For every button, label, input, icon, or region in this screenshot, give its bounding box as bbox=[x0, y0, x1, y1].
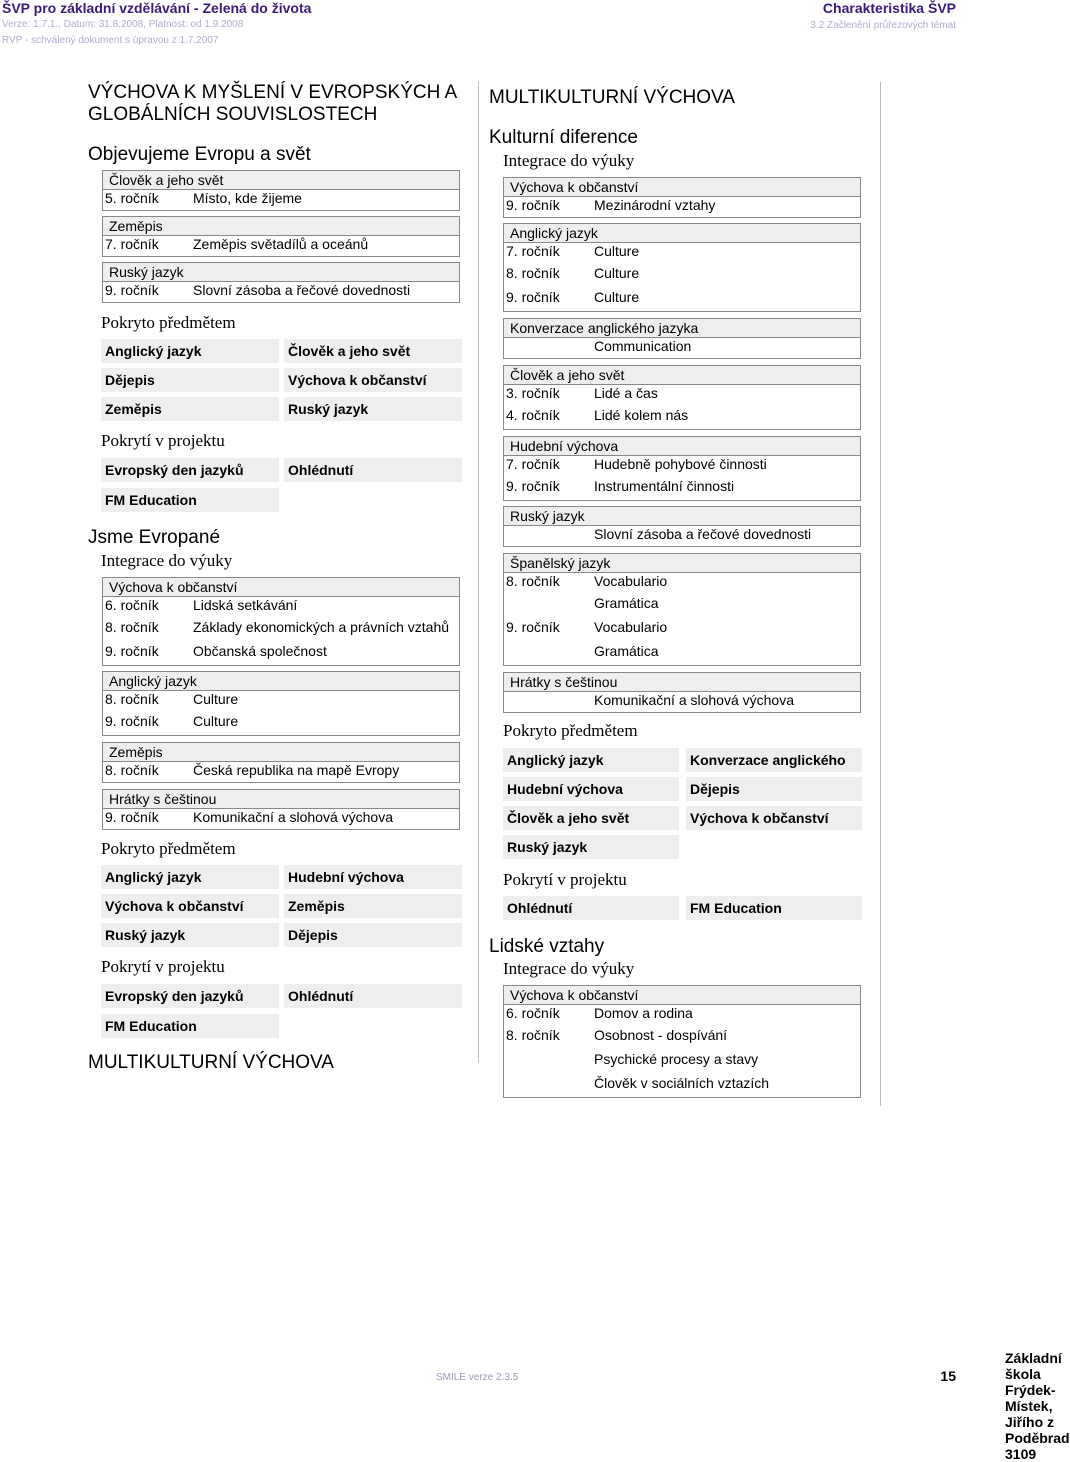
rvp-info: RVP - schválený dokument s úpravou z 1.7.2007 bbox=[2, 35, 219, 46]
school-name: Základní škola Frýdek-Místek, Jiřího z Poděbrad 3109 bbox=[1005, 1350, 1070, 1462]
subject-box bbox=[503, 985, 861, 1098]
topic-label: Základy ekonomických a právních vztahů bbox=[193, 619, 450, 635]
subject-box bbox=[503, 318, 861, 359]
subject-name: Španělský jazyk bbox=[504, 553, 860, 573]
subject-name: Zeměpis bbox=[103, 742, 459, 762]
covered-in-project-heading: Pokrytí v projektu bbox=[101, 431, 225, 450]
topic-label: Místo, kde žijeme bbox=[193, 190, 302, 206]
subject-box bbox=[503, 436, 861, 501]
topic-label: Gramática bbox=[594, 595, 659, 611]
subject-cell: Zeměpis bbox=[101, 397, 279, 421]
subject-name: Ruský jazyk bbox=[103, 262, 459, 282]
subject-box bbox=[503, 365, 861, 430]
topic-label: Lidská setkávání bbox=[193, 597, 298, 613]
right-border bbox=[880, 82, 881, 1106]
subject-name: Anglický jazyk bbox=[103, 671, 459, 691]
topic-label: Občanská společnost bbox=[193, 643, 327, 659]
subject-name: Hrátky s češtinou bbox=[103, 789, 459, 809]
topic-row bbox=[504, 692, 860, 712]
covered-by-subject-heading: Pokryto předmětem bbox=[101, 839, 236, 858]
covered-in-project-heading: Pokrytí v projektu bbox=[503, 870, 627, 889]
grade-label: 8. ročník bbox=[105, 619, 159, 635]
subject-name: Hrátky s češtinou bbox=[504, 672, 860, 692]
section-title: Charakteristika ŠVP bbox=[822, 0, 956, 16]
subject-cell: Anglický jazyk bbox=[101, 339, 279, 363]
topic-label: Lidé kolem nás bbox=[594, 407, 689, 423]
covered-by-subject-heading: Pokryto předmětem bbox=[503, 721, 638, 740]
grade-label: 4. ročník bbox=[506, 407, 560, 423]
column-divider bbox=[478, 82, 479, 1062]
theme-title: MULTIKULTURNÍ VÝCHOVA bbox=[489, 87, 735, 108]
grade-label: 9. ročník bbox=[506, 478, 560, 494]
subject-cell: Evropský den jazyků bbox=[101, 458, 279, 482]
topic-label: Instrumentální činnosti bbox=[594, 478, 735, 494]
topic-label: Slovní zásoba a řečové dovednosti bbox=[193, 282, 411, 298]
topic-label: Culture bbox=[193, 691, 239, 707]
grade-label: 9. ročník bbox=[105, 643, 159, 659]
subject-name: Ruský jazyk bbox=[504, 506, 860, 526]
topic-row bbox=[504, 1025, 860, 1049]
subject-cell: Hudební výchova bbox=[503, 777, 679, 801]
subtheme-title: Jsme Evropané bbox=[88, 527, 221, 548]
subject-cell: Výchova k občanství bbox=[686, 806, 862, 830]
topic-label: Culture bbox=[594, 289, 640, 305]
topic-row bbox=[504, 1005, 860, 1025]
grade-label: 9. ročník bbox=[105, 809, 159, 825]
topic-row bbox=[103, 762, 459, 782]
topic-row bbox=[103, 282, 459, 302]
subtheme-title: Objevujeme Evropu a svět bbox=[88, 144, 311, 165]
subject-cell: Výchova k občanství bbox=[101, 894, 279, 918]
topic-label: Slovní zásoba a řečové dovednosti bbox=[594, 526, 812, 542]
theme-title: VÝCHOVA K MYŠLENÍ V EVROPSKÝCH A GLOBÁLNÍCH SOUVISLOSTECH bbox=[88, 82, 458, 125]
grade-label: 8. ročník bbox=[506, 1027, 560, 1043]
integration-heading: Integrace do výuky bbox=[503, 151, 635, 170]
topic-row bbox=[103, 190, 459, 210]
topic-label: Culture bbox=[193, 713, 239, 729]
subject-cell: FM Education bbox=[101, 1014, 279, 1038]
subject-box bbox=[102, 577, 460, 666]
subject-cell: Dějepis bbox=[101, 368, 279, 392]
subject-box bbox=[503, 223, 861, 312]
topic-label: Culture bbox=[594, 265, 640, 281]
topic-row bbox=[103, 809, 459, 829]
subject-name: Výchova k občanství bbox=[504, 985, 860, 1005]
topic-label: Člověk v sociálních vztazích bbox=[594, 1075, 770, 1091]
topic-row bbox=[103, 641, 459, 665]
topic-row bbox=[504, 263, 860, 287]
subject-cell: Ohlédnutí bbox=[503, 896, 679, 920]
topic-label: Komunikační a slohová výchova bbox=[193, 809, 393, 825]
topic-row bbox=[504, 1049, 860, 1073]
subject-box bbox=[503, 177, 861, 218]
topic-row bbox=[103, 691, 459, 711]
topic-row bbox=[103, 597, 459, 617]
topic-row bbox=[103, 617, 459, 641]
topic-row bbox=[504, 617, 860, 641]
subject-box bbox=[102, 742, 460, 783]
topic-row bbox=[504, 593, 860, 617]
topic-label: Mezinárodní vztahy bbox=[594, 197, 716, 213]
grade-label: 8. ročník bbox=[506, 573, 560, 589]
grade-label: 9. ročník bbox=[105, 713, 159, 729]
subject-cell: Anglický jazyk bbox=[101, 865, 279, 889]
document-title: ŠVP pro základní vzdělávání - Zelená do života bbox=[2, 0, 312, 16]
subject-box bbox=[102, 262, 460, 303]
grade-label: 9. ročník bbox=[506, 619, 560, 635]
subject-box bbox=[503, 672, 861, 713]
subject-name: Anglický jazyk bbox=[504, 223, 860, 243]
subject-cell: Anglický jazyk bbox=[503, 748, 679, 772]
topic-label: Gramática bbox=[594, 643, 659, 659]
subject-name: Zeměpis bbox=[103, 216, 459, 236]
subject-cell: FM Education bbox=[101, 488, 279, 512]
subject-name: Člověk a jeho svět bbox=[504, 365, 860, 385]
topic-label: Česká republika na mapě Evropy bbox=[193, 762, 400, 778]
subject-cell: Dějepis bbox=[686, 777, 862, 801]
topic-row bbox=[504, 243, 860, 263]
subject-cell: Ruský jazyk bbox=[503, 835, 679, 859]
subtheme-title: Lidské vztahy bbox=[489, 936, 605, 957]
subject-cell: FM Education bbox=[686, 896, 862, 920]
grade-label: 5. ročník bbox=[105, 190, 159, 206]
subject-box bbox=[102, 789, 460, 830]
subject-cell: Člověk a jeho svět bbox=[503, 806, 679, 830]
grade-label: 6. ročník bbox=[506, 1005, 560, 1021]
topic-row bbox=[504, 456, 860, 476]
integration-heading: Integrace do výuky bbox=[101, 551, 233, 570]
topic-label: Hudebně pohybové činnosti bbox=[594, 456, 767, 472]
subsection-title: 3.2 Začlenění průřezových témat bbox=[810, 20, 956, 31]
topic-label: Communication bbox=[594, 338, 692, 354]
topic-label: Psychické procesy a stavy bbox=[594, 1051, 759, 1067]
topic-label: Culture bbox=[594, 243, 640, 259]
subject-name: Člověk a jeho svět bbox=[103, 170, 459, 190]
grade-label: 7. ročník bbox=[105, 236, 159, 252]
topic-row bbox=[504, 526, 860, 546]
subject-cell: Evropský den jazyků bbox=[101, 984, 279, 1008]
grade-label: 9. ročník bbox=[506, 289, 560, 305]
page-number: 15 bbox=[940, 1368, 956, 1384]
grade-label: 8. ročník bbox=[105, 762, 159, 778]
subject-cell: Dějepis bbox=[284, 923, 462, 947]
topic-row bbox=[504, 573, 860, 593]
topic-label: Komunikační a slohová výchova bbox=[594, 692, 794, 708]
grade-label: 9. ročník bbox=[506, 197, 560, 213]
software-version: SMILE verze 2.3.5 bbox=[436, 1372, 519, 1383]
grade-label: 8. ročník bbox=[105, 691, 159, 707]
subject-name: Konverzace anglického jazyka bbox=[504, 318, 860, 338]
topic-row bbox=[504, 1073, 860, 1097]
grade-label: 9. ročník bbox=[105, 282, 159, 298]
subject-box bbox=[102, 216, 460, 257]
topic-row bbox=[504, 641, 860, 665]
subject-cell: Ohlédnutí bbox=[284, 458, 462, 482]
topic-row bbox=[103, 236, 459, 256]
covered-by-subject-heading: Pokryto předmětem bbox=[101, 313, 236, 332]
subject-box bbox=[102, 671, 460, 736]
topic-row bbox=[504, 287, 860, 311]
subject-cell: Hudební výchova bbox=[284, 865, 462, 889]
subject-box bbox=[503, 506, 861, 547]
topic-label: Lidé a čas bbox=[594, 385, 658, 401]
topic-label: Vocabulario bbox=[594, 619, 668, 635]
integration-heading: Integrace do výuky bbox=[503, 959, 635, 978]
subject-name: Hudební výchova bbox=[504, 436, 860, 456]
theme-title: MULTIKULTURNÍ VÝCHOVA bbox=[88, 1052, 334, 1073]
topic-row bbox=[504, 405, 860, 429]
subject-name: Výchova k občanství bbox=[504, 177, 860, 197]
topic-label: Zeměpis světadílů a oceánů bbox=[193, 236, 369, 252]
topic-row bbox=[103, 711, 459, 735]
topic-label: Osobnost - dospívání bbox=[594, 1027, 728, 1043]
version-info: Verze: 1.7.1., Datum: 31.8.2008, Platnost: od 1.9.2008 bbox=[2, 19, 244, 30]
grade-label: 6. ročník bbox=[105, 597, 159, 613]
subject-box bbox=[503, 553, 861, 666]
topic-row bbox=[504, 338, 860, 358]
covered-in-project-heading: Pokrytí v projektu bbox=[101, 957, 225, 976]
topic-row bbox=[504, 385, 860, 405]
subject-cell: Ohlédnutí bbox=[284, 984, 462, 1008]
subject-cell: Ruský jazyk bbox=[101, 923, 279, 947]
subtheme-title: Kulturní diference bbox=[489, 127, 638, 148]
grade-label: 3. ročník bbox=[506, 385, 560, 401]
subject-cell: Výchova k občanství bbox=[284, 368, 462, 392]
subject-box bbox=[102, 170, 460, 211]
subject-cell: Zeměpis bbox=[284, 894, 462, 918]
grade-label: 7. ročník bbox=[506, 456, 560, 472]
grade-label: 7. ročník bbox=[506, 243, 560, 259]
subject-cell: Ruský jazyk bbox=[284, 397, 462, 421]
subject-cell: Člověk a jeho svět bbox=[284, 339, 462, 363]
subject-name: Výchova k občanství bbox=[103, 577, 459, 597]
topic-row bbox=[504, 476, 860, 500]
topic-label: Vocabulario bbox=[594, 573, 668, 589]
grade-label: 8. ročník bbox=[506, 265, 560, 281]
topic-row bbox=[504, 197, 860, 217]
subject-cell: Konverzace anglického bbox=[686, 748, 862, 772]
topic-label: Domov a rodina bbox=[594, 1005, 693, 1021]
